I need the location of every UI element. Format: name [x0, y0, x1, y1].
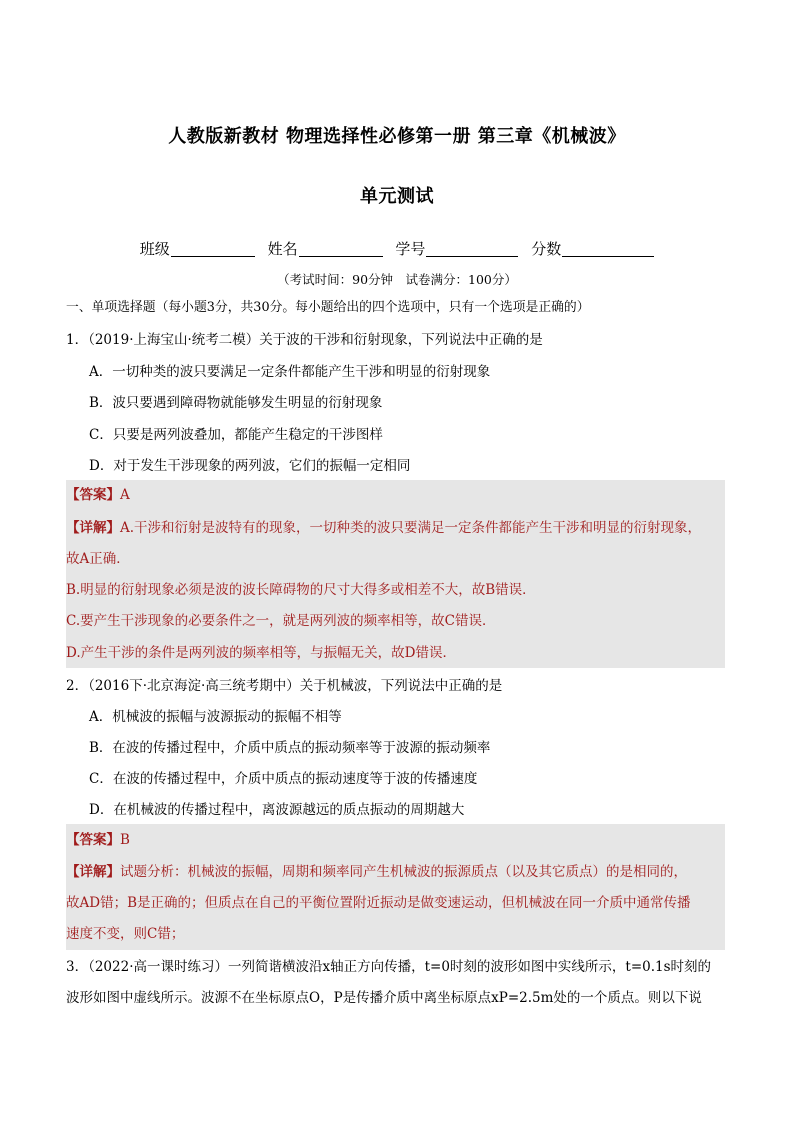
q3-stem-line: 3．（2022·高一课时练习）一列简谐横波沿x轴正方向传播，t=0时刻的波形如图中实线所示，t=0.1s时刻的: [66, 959, 712, 975]
score-field: [531, 238, 654, 259]
q2-detail-line: [66, 862, 732, 882]
answer-value: A: [120, 487, 130, 503]
student-info-row: [0, 238, 794, 259]
section-heading: 一、单项选择题（每小题3分，共30分。每小题给出的四个选项中，只有一个选项是正确的）: [66, 300, 590, 315]
q3-stem-line: 波形如图中虚线所示。波源不在坐标原点O，P是传播介质中离坐标原点xP=2.5m处的一个质点。则以下说: [66, 990, 702, 1006]
q2-option-d: D．在机械波的传播过程中，离波源越远的质点振动的周期越大: [89, 802, 465, 818]
detail-text: A.干涉和衍射是波特有的现象，一切种类的波只要满足一定条件都能产生干涉和明显的衍射现象，: [120, 520, 702, 536]
detail-tag: 【详解】: [66, 520, 120, 536]
class-label: 班级: [139, 240, 170, 258]
answer-value: B: [120, 832, 130, 848]
class-blank[interactable]: [171, 241, 255, 257]
document-subtitle: 单元测试: [360, 186, 434, 207]
id-label: 学号: [395, 240, 426, 258]
exam-time-note: （考试时间：90分钟 试卷满分：100分）: [277, 272, 517, 287]
q1-option-c: C．只要是两列波叠加，都能产生稳定的干涉图样: [89, 427, 383, 443]
q1-option-b: B．波只要遇到障碍物就能够发生明显的衍射现象: [89, 395, 383, 411]
q1-detail-line: [66, 518, 732, 538]
detail-text: 试题分析：机械波的振幅，周期和频率同产生机械波的振源质点（以及其它质点）的是相同的，: [120, 864, 687, 880]
q1-answer: [66, 485, 732, 505]
detail-tag: 【详解】: [66, 864, 120, 880]
document-title: 人教版新教材 物理选择性必修第一册 第三章《机械波》: [168, 126, 626, 147]
class-field: [140, 238, 255, 259]
q2-option-b: B．在波的传播过程中，介质中质点的振动频率等于波源的振动频率: [89, 740, 491, 756]
q1-detail-line: D.产生干涉的条件是两列波的频率相等，与振幅无关，故D错误．: [66, 645, 456, 661]
answer-tag: 【答案】: [66, 832, 120, 848]
id-blank[interactable]: [426, 241, 518, 257]
q2-answer: [66, 830, 732, 850]
score-blank[interactable]: [562, 241, 654, 257]
q2-option-a: A．机械波的振幅与波源振动的振幅不相等: [89, 709, 342, 725]
q2-detail-line: 故AD错；B是正确的；但质点在自己的平衡位置附近振动是做变速运动，但机械波在同一介质中通常传播: [66, 895, 691, 911]
id-field: [395, 238, 518, 259]
q2-stem: 2．（2016下·北京海淀·高三统考期中）关于机械波，下列说法中正确的是: [66, 678, 503, 694]
answer-tag: 【答案】: [66, 487, 120, 503]
q2-option-c: C．在波的传播过程中，介质中质点的振动速度等于波的传播速度: [89, 771, 478, 787]
name-field: [268, 238, 383, 259]
name-label: 姓名: [267, 240, 298, 258]
name-blank[interactable]: [299, 241, 383, 257]
q1-option-d: D．对于发生干涉现象的两列波，它们的振幅一定相同: [89, 458, 411, 474]
q1-detail-line: B.明显的衍射现象必须是波的波长障碍物的尺寸大得多或相差不大，故B错误．: [66, 582, 536, 598]
q1-detail-line: 故A正确．: [66, 551, 130, 567]
score-label: 分数: [531, 240, 562, 258]
q2-detail-line: 速度不变，则C错；: [66, 926, 185, 942]
q1-option-a: A．一切种类的波只要满足一定条件都能产生干涉和明显的衍射现象: [89, 364, 491, 380]
q1-stem: 1．（2019·上海宝山·统考二模）关于波的干涉和衍射现象，下列说法中正确的是: [66, 332, 543, 348]
q1-answer-box: [66, 480, 725, 668]
q1-detail-line: C.要产生干涉现象的必要条件之一，就是两列波的频率相等，故C错误．: [66, 613, 496, 629]
